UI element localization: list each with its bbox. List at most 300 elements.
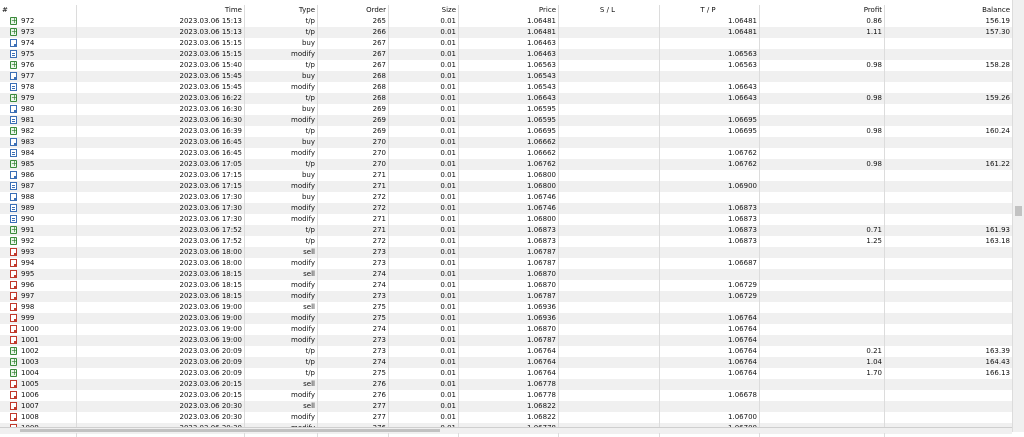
modify-order-icon	[10, 116, 17, 124]
cell-tp: 1.06563	[728, 61, 757, 69]
deal-number: 991	[21, 226, 35, 234]
cell-type: buy	[301, 39, 315, 47]
cell-tp: 1.06695	[728, 116, 757, 124]
cell-price: 1.06662	[527, 149, 556, 157]
table-row[interactable]	[0, 181, 1012, 192]
cell-profit	[759, 401, 884, 412]
cell-sl	[558, 269, 659, 280]
cell-type: buy	[301, 72, 315, 80]
cell-balance	[884, 324, 1012, 335]
trade-history-table	[0, 5, 1012, 434]
deal-number: 973	[21, 28, 35, 36]
cell-type: modify	[291, 182, 315, 190]
cell-order: 275	[372, 369, 386, 377]
cell-sl	[558, 313, 659, 324]
table-row[interactable]	[0, 27, 1012, 38]
cell-balance	[884, 181, 1012, 192]
cell-sl	[558, 192, 659, 203]
column-divider	[884, 5, 885, 437]
cell-time: 2023.03.06 19:00	[179, 314, 242, 322]
cell-price: 1.06870	[527, 281, 556, 289]
cell-sl	[558, 302, 659, 313]
table-row[interactable]	[0, 313, 1012, 324]
closed-deal-icon	[10, 61, 17, 69]
cell-profit	[759, 104, 884, 115]
table-row[interactable]	[0, 379, 1012, 390]
closed-deal-icon	[10, 226, 17, 234]
cell-price: 1.06543	[527, 72, 556, 80]
table-row[interactable]	[0, 401, 1012, 412]
cell-size: 0.01	[440, 116, 456, 124]
deal-number: 997	[21, 292, 35, 300]
cell-price: 1.06481	[527, 28, 556, 36]
cell-profit	[759, 49, 884, 60]
cell-order: 269	[372, 127, 386, 135]
cell-size: 0.01	[440, 237, 456, 245]
cell-tp: 1.06764	[728, 347, 757, 355]
cell-time: 2023.03.06 17:30	[179, 193, 242, 201]
cell-time: 2023.03.06 19:00	[179, 336, 242, 344]
cell-order: 274	[372, 270, 386, 278]
cell-profit	[759, 390, 884, 401]
cell-type: t/p	[305, 94, 315, 102]
cell-time: 2023.03.06 16:39	[179, 127, 242, 135]
cell-sl	[558, 214, 659, 225]
cell-profit	[759, 203, 884, 214]
cell-profit: 0.98	[866, 61, 882, 69]
header-order[interactable]: Order	[366, 6, 386, 14]
cell-num	[0, 247, 76, 258]
cell-size: 0.01	[440, 39, 456, 47]
table-row[interactable]	[0, 368, 1012, 379]
cell-order: 269	[372, 116, 386, 124]
table-header	[0, 5, 1012, 16]
cell-type: buy	[301, 138, 315, 146]
column-divider	[759, 5, 760, 437]
closed-deal-icon	[10, 160, 17, 168]
cell-type: modify	[291, 391, 315, 399]
cell-sl	[558, 93, 659, 104]
sell-order-icon	[10, 380, 17, 388]
cell-time: 2023.03.06 17:15	[179, 182, 242, 190]
cell-balance	[884, 390, 1012, 401]
cell-balance	[884, 170, 1012, 181]
cell-price: 1.06481	[527, 17, 556, 25]
cell-tp	[659, 269, 759, 280]
deal-number: 993	[21, 248, 35, 256]
deal-number: 992	[21, 237, 35, 245]
cell-price: 1.06463	[527, 50, 556, 58]
table-row[interactable]	[0, 170, 1012, 181]
vertical-scrollbar[interactable]	[1012, 0, 1024, 432]
deal-number: 999	[21, 314, 35, 322]
cell-order: 273	[372, 292, 386, 300]
deal-number: 982	[21, 127, 35, 135]
table-row[interactable]	[0, 38, 1012, 49]
deal-number: 1002	[21, 347, 39, 355]
cell-sl	[558, 401, 659, 412]
cell-size: 0.01	[440, 50, 456, 58]
cell-balance: 158.28	[985, 61, 1010, 69]
cell-tp	[659, 247, 759, 258]
buy-order-icon	[10, 105, 17, 113]
cell-num	[0, 38, 76, 49]
header-sl[interactable]: S / L	[599, 6, 616, 14]
cell-order: 273	[372, 336, 386, 344]
closed-deal-icon	[10, 237, 17, 245]
table-row[interactable]	[0, 82, 1012, 93]
header-tp[interactable]: T / P	[700, 6, 716, 14]
cell-time: 2023.03.06 20:09	[179, 347, 242, 355]
cell-time: 2023.03.06 18:15	[179, 292, 242, 300]
cell-tp	[659, 192, 759, 203]
cell-order: 274	[372, 358, 386, 366]
cell-tp: 1.06643	[728, 83, 757, 91]
cell-profit	[759, 335, 884, 346]
cell-num	[0, 192, 76, 203]
cell-sl	[558, 148, 659, 159]
cell-num	[0, 269, 76, 280]
deal-number: 994	[21, 259, 35, 267]
header-num[interactable]: #	[2, 6, 8, 14]
table-row[interactable]	[0, 236, 1012, 247]
cell-type: sell	[303, 248, 315, 256]
cell-type: t/p	[305, 160, 315, 168]
cell-size: 0.01	[440, 336, 456, 344]
cell-profit: 1.04	[866, 358, 882, 366]
table-row[interactable]	[0, 126, 1012, 137]
horizontal-scrollbar[interactable]	[0, 427, 1012, 433]
cell-num	[0, 115, 76, 126]
modify-order-icon	[10, 182, 17, 190]
table-row[interactable]	[0, 16, 1012, 27]
cell-sl	[558, 27, 659, 38]
cell-balance	[884, 71, 1012, 82]
cell-price: 1.06746	[527, 204, 556, 212]
cell-sl	[558, 379, 659, 390]
cell-num	[0, 181, 76, 192]
cell-type: t/p	[305, 347, 315, 355]
cell-type: modify	[291, 336, 315, 344]
cell-order: 274	[372, 281, 386, 289]
cell-type: modify	[291, 215, 315, 223]
cell-balance	[884, 313, 1012, 324]
cell-size: 0.01	[440, 226, 456, 234]
cell-size: 0.01	[440, 259, 456, 267]
cell-balance: 161.93	[985, 226, 1010, 234]
cell-size: 0.01	[440, 314, 456, 322]
cell-size: 0.01	[440, 72, 456, 80]
cell-profit: 0.98	[866, 127, 882, 135]
sell-order-icon	[10, 325, 17, 333]
cell-tp: 1.06873	[728, 226, 757, 234]
cell-profit: 0.98	[866, 160, 882, 168]
cell-num	[0, 60, 76, 71]
table-row[interactable]	[0, 71, 1012, 82]
cell-order: 275	[372, 303, 386, 311]
closed-deal-icon	[10, 369, 17, 377]
cell-sl	[558, 291, 659, 302]
table-row[interactable]	[0, 49, 1012, 60]
cell-num	[0, 335, 76, 346]
cell-size: 0.01	[440, 204, 456, 212]
cell-num	[0, 203, 76, 214]
deal-number: 984	[21, 149, 35, 157]
cell-order: 270	[372, 160, 386, 168]
table-row[interactable]	[0, 280, 1012, 291]
header-time[interactable]: Time	[224, 6, 242, 14]
cell-sl	[558, 115, 659, 126]
cell-tp: 1.06762	[728, 160, 757, 168]
header-size[interactable]: Size	[441, 6, 456, 14]
cell-num	[0, 302, 76, 313]
cell-num	[0, 379, 76, 390]
cell-type: modify	[291, 325, 315, 333]
cell-tp	[659, 401, 759, 412]
cell-size: 0.01	[440, 325, 456, 333]
cell-tp	[659, 104, 759, 115]
cell-sl	[558, 170, 659, 181]
closed-deal-icon	[10, 17, 17, 25]
cell-num	[0, 258, 76, 269]
cell-tp: 1.06729	[728, 281, 757, 289]
sell-order-icon	[10, 248, 17, 256]
cell-order: 277	[372, 413, 386, 421]
deal-number: 989	[21, 204, 35, 212]
cell-type: modify	[291, 292, 315, 300]
table-row[interactable]	[0, 159, 1012, 170]
table-row[interactable]	[0, 148, 1012, 159]
cell-size: 0.01	[440, 380, 456, 388]
cell-profit	[759, 247, 884, 258]
cell-price: 1.06800	[527, 171, 556, 179]
cell-time: 2023.03.06 17:30	[179, 215, 242, 223]
cell-num	[0, 214, 76, 225]
deal-number: 977	[21, 72, 35, 80]
cell-sl	[558, 335, 659, 346]
cell-order: 277	[372, 402, 386, 410]
cell-profit: 0.86	[866, 17, 882, 25]
cell-sl	[558, 137, 659, 148]
cell-tp: 1.06764	[728, 358, 757, 366]
table-row[interactable]	[0, 357, 1012, 368]
cell-num	[0, 225, 76, 236]
cell-size: 0.01	[440, 28, 456, 36]
sell-order-icon	[10, 292, 17, 300]
cell-order: 272	[372, 193, 386, 201]
cell-profit	[759, 258, 884, 269]
cell-balance: 160.24	[985, 127, 1010, 135]
cell-time: 2023.03.06 20:09	[179, 369, 242, 377]
cell-tp: 1.06695	[728, 127, 757, 135]
cell-type: t/p	[305, 369, 315, 377]
cell-sl	[558, 258, 659, 269]
sell-order-icon	[10, 303, 17, 311]
cell-profit	[759, 148, 884, 159]
cell-balance	[884, 412, 1012, 423]
cell-order: 271	[372, 215, 386, 223]
cell-order: 271	[372, 226, 386, 234]
header-price[interactable]: Price	[538, 6, 556, 14]
cell-time: 2023.03.06 15:15	[179, 39, 242, 47]
deal-number: 988	[21, 193, 35, 201]
modify-order-icon	[10, 149, 17, 157]
cell-profit	[759, 313, 884, 324]
cell-time: 2023.03.06 17:15	[179, 171, 242, 179]
cell-time: 2023.03.06 18:15	[179, 270, 242, 278]
cell-order: 270	[372, 149, 386, 157]
table-row[interactable]	[0, 93, 1012, 104]
deal-number: 976	[21, 61, 35, 69]
cell-sl	[558, 60, 659, 71]
deal-number: 1004	[21, 369, 39, 377]
table-row[interactable]	[0, 412, 1012, 423]
cell-balance	[884, 82, 1012, 93]
buy-order-icon	[10, 72, 17, 80]
deal-number: 974	[21, 39, 35, 47]
cell-balance	[884, 38, 1012, 49]
cell-size: 0.01	[440, 369, 456, 377]
scroll-thumb[interactable]	[1015, 206, 1022, 216]
cell-type: modify	[291, 314, 315, 322]
cell-size: 0.01	[440, 83, 456, 91]
cell-price: 1.06936	[527, 314, 556, 322]
cell-profit: 0.98	[866, 94, 882, 102]
cell-balance	[884, 379, 1012, 390]
cell-price: 1.06936	[527, 303, 556, 311]
table-row[interactable]	[0, 324, 1012, 335]
cell-size: 0.01	[440, 358, 456, 366]
cell-price: 1.06800	[527, 182, 556, 190]
cell-price: 1.06873	[527, 237, 556, 245]
table-row[interactable]	[0, 137, 1012, 148]
cell-num	[0, 148, 76, 159]
table-row[interactable]	[0, 225, 1012, 236]
table-row[interactable]	[0, 346, 1012, 357]
cell-profit	[759, 82, 884, 93]
table-row[interactable]	[0, 115, 1012, 126]
cell-sl	[558, 247, 659, 258]
cell-sl	[558, 104, 659, 115]
buy-order-icon	[10, 171, 17, 179]
cell-type: sell	[303, 402, 315, 410]
cell-size: 0.01	[440, 160, 456, 168]
cell-order: 268	[372, 94, 386, 102]
cell-time: 2023.03.06 15:45	[179, 72, 242, 80]
table-row[interactable]	[0, 104, 1012, 115]
cell-time: 2023.03.06 20:30	[179, 413, 242, 421]
cell-order: 276	[372, 380, 386, 388]
table-row[interactable]	[0, 269, 1012, 280]
cell-type: t/p	[305, 226, 315, 234]
cell-size: 0.01	[440, 182, 456, 190]
cell-size: 0.01	[440, 215, 456, 223]
deal-number: 995	[21, 270, 35, 278]
cell-price: 1.06870	[527, 270, 556, 278]
cell-balance: 156.19	[985, 17, 1010, 25]
cell-size: 0.01	[440, 303, 456, 311]
table-row[interactable]	[0, 247, 1012, 258]
cell-tp: 1.06900	[728, 182, 757, 190]
header-profit[interactable]: Profit	[863, 6, 882, 14]
table-row[interactable]	[0, 291, 1012, 302]
modify-order-icon	[10, 50, 17, 58]
cell-balance	[884, 291, 1012, 302]
cell-price: 1.06822	[527, 402, 556, 410]
table-row[interactable]	[0, 60, 1012, 71]
table-row[interactable]	[0, 302, 1012, 313]
cell-order: 268	[372, 83, 386, 91]
column-divider	[76, 5, 77, 437]
cell-price: 1.06762	[527, 160, 556, 168]
cell-sl	[558, 82, 659, 93]
header-type[interactable]: Type	[298, 6, 315, 14]
sell-order-icon	[10, 402, 17, 410]
cell-type: t/p	[305, 17, 315, 25]
table-row[interactable]	[0, 214, 1012, 225]
cell-tp	[659, 38, 759, 49]
cell-time: 2023.03.06 15:13	[179, 17, 242, 25]
header-balance[interactable]: Balance	[982, 6, 1010, 14]
cell-num	[0, 357, 76, 368]
deal-number: 979	[21, 94, 35, 102]
cell-time: 2023.03.06 20:30	[179, 402, 242, 410]
cell-balance	[884, 258, 1012, 269]
cell-price: 1.06778	[527, 391, 556, 399]
cell-price: 1.06643	[527, 94, 556, 102]
cell-balance	[884, 192, 1012, 203]
cell-time: 2023.03.06 20:09	[179, 358, 242, 366]
table-row[interactable]	[0, 258, 1012, 269]
cell-time: 2023.03.06 19:00	[179, 303, 242, 311]
cell-tp: 1.06764	[728, 336, 757, 344]
table-row[interactable]	[0, 203, 1012, 214]
cell-num	[0, 104, 76, 115]
cell-type: t/p	[305, 28, 315, 36]
cell-price: 1.06822	[527, 413, 556, 421]
cell-order: 275	[372, 314, 386, 322]
cell-price: 1.06746	[527, 193, 556, 201]
cell-tp	[659, 170, 759, 181]
deal-number: 1006	[21, 391, 39, 399]
table-row[interactable]	[0, 335, 1012, 346]
cell-size: 0.01	[440, 94, 456, 102]
cell-sl	[558, 38, 659, 49]
deal-number: 1008	[21, 413, 39, 421]
cell-tp: 1.06643	[728, 94, 757, 102]
table-row[interactable]	[0, 390, 1012, 401]
cell-size: 0.01	[440, 402, 456, 410]
cell-size: 0.01	[440, 347, 456, 355]
cell-size: 0.01	[440, 248, 456, 256]
table-row[interactable]	[0, 192, 1012, 203]
cell-price: 1.06787	[527, 336, 556, 344]
cell-price: 1.06778	[527, 380, 556, 388]
cell-price: 1.06787	[527, 292, 556, 300]
cell-time: 2023.03.06 15:13	[179, 28, 242, 36]
sell-order-icon	[10, 336, 17, 344]
cell-size: 0.01	[440, 391, 456, 399]
deal-number: 996	[21, 281, 35, 289]
cell-order: 273	[372, 347, 386, 355]
cell-num	[0, 27, 76, 38]
cell-type: t/p	[305, 237, 315, 245]
cell-balance	[884, 137, 1012, 148]
cell-sl	[558, 16, 659, 27]
cell-price: 1.06595	[527, 105, 556, 113]
cell-tp: 1.06873	[728, 215, 757, 223]
deal-number: 975	[21, 50, 35, 58]
